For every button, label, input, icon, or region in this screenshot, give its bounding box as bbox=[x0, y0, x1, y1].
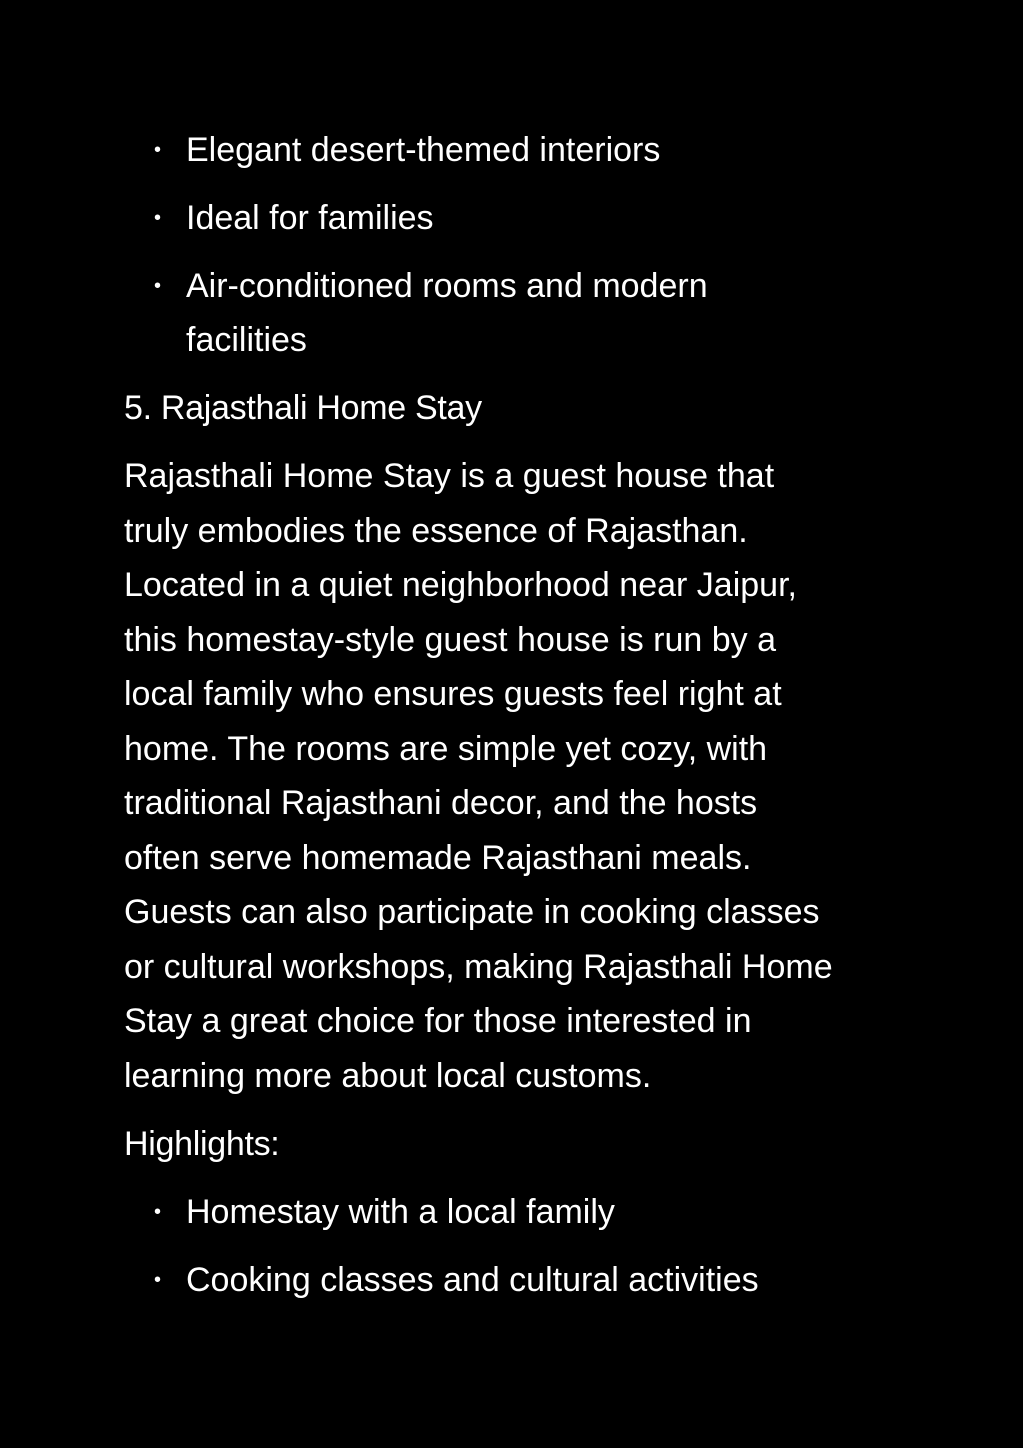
list-item-text: Air-conditioned rooms and modern facilities bbox=[186, 267, 708, 359]
section-heading: 5. Rajasthali Home Stay bbox=[124, 389, 482, 427]
paragraph-line: or cultural workshops, making Rajasthali Home bbox=[124, 947, 833, 986]
paragraph-line: Rajasthali Home Stay is a guest house that bbox=[124, 457, 775, 495]
list-item-text: Ideal for families bbox=[186, 199, 434, 237]
highlights-label: Highlights: bbox=[124, 1125, 280, 1163]
paragraph-line: truly embodies the essence of Rajasthan. bbox=[124, 511, 748, 550]
paragraph-line: Stay a great choice for those interested in bbox=[124, 1002, 752, 1040]
bullet-icon: • bbox=[154, 139, 162, 161]
paragraph-line: Located in a quiet neighborhood near Jaipur, bbox=[124, 566, 797, 604]
paragraph-line: learning more about local customs. bbox=[124, 1056, 652, 1095]
list-item bbox=[124, 1185, 886, 1239]
list-item bbox=[124, 191, 886, 245]
amenities-list bbox=[124, 123, 1023, 367]
paragraph-line: traditional Rajasthani decor, and the hosts bbox=[124, 784, 758, 822]
list-item-text: Cooking classes and cultural activities bbox=[186, 1261, 759, 1299]
paragraph-line: often serve homemade Rajasthani meals. bbox=[124, 838, 752, 877]
bullet-icon: • bbox=[154, 1269, 162, 1291]
paragraph-line: this homestay-style guest house is run by a bbox=[124, 620, 776, 659]
list-item bbox=[124, 123, 886, 177]
section-paragraph bbox=[124, 449, 904, 1103]
paragraph-line: local family who ensures guests feel right at bbox=[124, 675, 782, 713]
list-item bbox=[124, 259, 886, 367]
paragraph-line: home. The rooms are simple yet cozy, with bbox=[124, 729, 768, 768]
highlights-list bbox=[124, 1185, 1023, 1307]
bullet-icon: • bbox=[154, 275, 162, 297]
list-item-text: Homestay with a local family bbox=[186, 1193, 615, 1231]
bullet-icon: • bbox=[154, 207, 162, 229]
list-item bbox=[124, 1253, 886, 1307]
paragraph-line: Guests can also participate in cooking classes bbox=[124, 893, 820, 931]
list-item-text: Elegant desert-themed interiors bbox=[186, 131, 661, 169]
bullet-icon: • bbox=[154, 1201, 162, 1223]
